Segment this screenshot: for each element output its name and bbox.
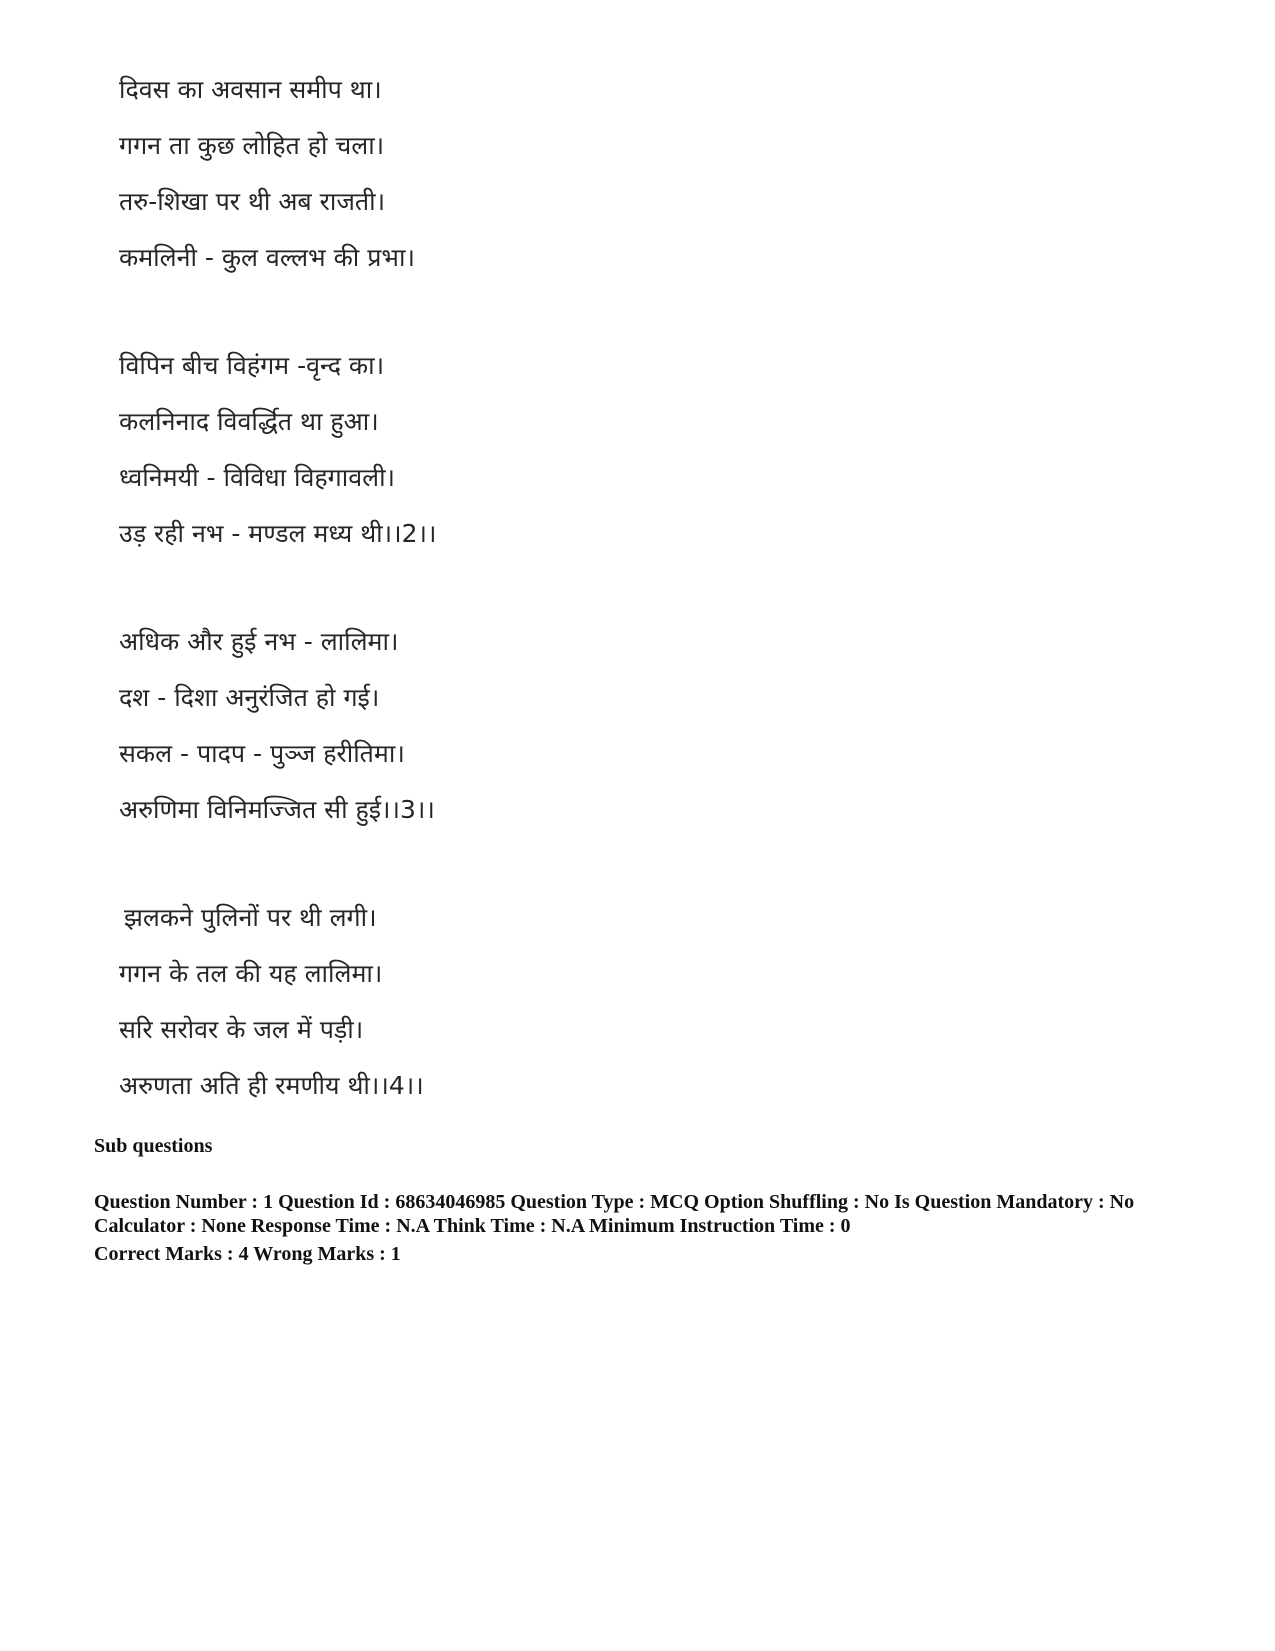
- poem-stanza-2: [95, 338, 655, 562]
- poem-stanza-3: [95, 614, 655, 838]
- poem-stanza-4: [95, 890, 655, 1102]
- sub-questions-heading: Sub questions: [94, 1135, 213, 1157]
- poem-line: कमलिनी - कुल वल्लभ की प्रभा।: [119, 243, 415, 272]
- poem-line: कलनिनाद विवर्द्धित था हुआ।: [119, 407, 379, 436]
- poem-line: सकल - पादप - पुञ्ज हरीतिमा।: [119, 739, 405, 768]
- poem-line: दश - दिशा अनुरंजित हो गई।: [119, 683, 380, 712]
- poem-line: झलकने पुलिनों पर थी लगी।: [124, 903, 377, 932]
- question-meta-line: Question Number : 1 Question Id : 68634046985 Question Type : MCQ Option Shuffling : No Is Question Mandatory : No Calculator : None Response Time : N.A Think Time : N.A Minimum Instruction Time : 0: [94, 1191, 1135, 1237]
- poem-line: गगन के तल की यह लालिमा।: [119, 959, 383, 988]
- poem-line: अरुणता अति ही रमणीय थी।।4।।: [119, 1071, 424, 1100]
- poem-line: अधिक और हुई नभ - लालिमा।: [119, 627, 399, 656]
- poem-line: उड़ रही नभ - मण्डल मध्य थी।।2।।: [119, 519, 437, 548]
- question-marks-line: Correct Marks : 4 Wrong Marks : 1: [94, 1243, 401, 1265]
- poem-passage-image: [95, 62, 655, 1102]
- poem-stanza-1: [95, 62, 655, 286]
- poem-line: अरुणिमा विनिमज्जित सी हुई।।3।।: [119, 795, 435, 824]
- poem-line: गगन ता कुछ लोहित हो चला।: [119, 131, 385, 160]
- poem-line: विपिन बीच विहंगम -वृन्द का।: [119, 351, 385, 380]
- poem-line: तरु-शिखा पर थी अब राजती।: [119, 187, 386, 216]
- poem-line: ध्वनिमयी - विविधा विहगावली।: [119, 463, 396, 492]
- poem-line: सरि सरोवर के जल में पड़ी।: [119, 1015, 364, 1044]
- poem-line: दिवस का अवसान समीप था।: [119, 75, 382, 104]
